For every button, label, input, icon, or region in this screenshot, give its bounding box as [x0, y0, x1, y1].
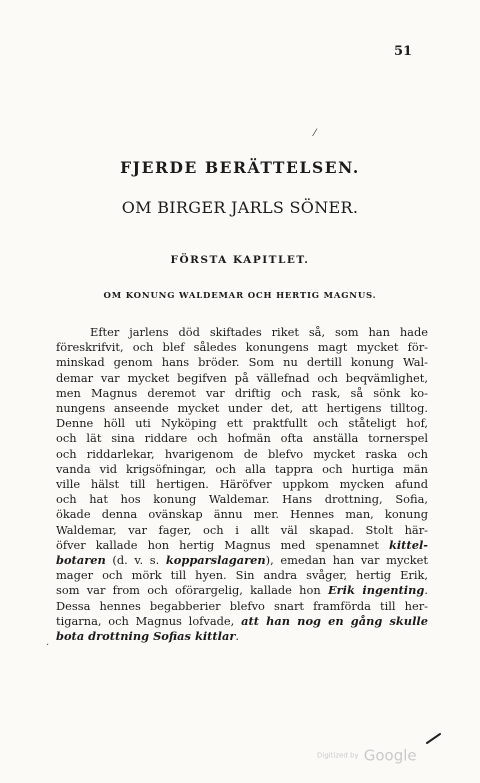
part-title: FJERDE BERÄTTELSEN. [120, 158, 360, 177]
ink-mark: ⁄ [314, 128, 316, 139]
text-line: som var from och oförargelig, kallade hon Erik ingenting. [56, 583, 428, 598]
text-line: mager och mörk till hyen. Sin andra svåger, hertig Erik, [56, 568, 428, 583]
body-text [56, 325, 428, 644]
text-line: Denne höll uti Nyköping ett praktfullt och ståteligt hof, [56, 416, 428, 431]
google-watermark [317, 745, 417, 765]
watermark-prefix: Digitized by [317, 751, 359, 760]
text-line: föreskrifvit, och blef således konungens magt mycket för- [56, 340, 428, 355]
text-line: och riddarlekar, hvarigenom de blefvo mycket raska och [56, 446, 428, 461]
text-line: botaren (d. v. s. kopparslagaren), emedan han var mycket [56, 553, 428, 568]
text-line: Waldemar, var fager, och i allt väl skapad. Stolt här- [56, 522, 428, 537]
text-line: vanda vid krigsöfningar, och alla tappra och hurtiga män [56, 461, 428, 476]
text-line: minskad genom hans bröder. Som nu dertill konung Wal- [56, 355, 428, 370]
text-line: och lät sina riddare och hofmän ofta anställa tornerspel [56, 431, 428, 446]
chapter-title: FÖRSTA KAPITLET. [170, 254, 310, 266]
chapter-subtitle: OM KONUNG WALDEMAR OCH HERTIG MAGNUS. [103, 291, 377, 301]
text-line: bota drottning Sofias kittlar. [56, 629, 240, 644]
text-line: öfver kallade hon hertig Magnus med spenamnet kittel- [56, 537, 428, 552]
watermark-logo: Google [363, 746, 417, 765]
text-line: och hat hos konung Waldemar. Hans drottning, Sofia, [56, 492, 428, 507]
page-number: 51 [394, 44, 413, 59]
text-line: tigarna, och Magnus lofvade, att han nog en gång skulle [56, 613, 428, 628]
text-line: Dessa hennes begabberier blefvo snart framförda till her- [56, 598, 428, 613]
text-line: men Magnus deremot var driftig och rask, så sönk ko- [56, 385, 428, 400]
text-line: Efter jarlens död skiftades riket så, som han hade [90, 325, 428, 339]
text-line: demar var mycket begifven på vällefnad och beqvämlighet, [56, 370, 428, 385]
pen-stroke-icon [426, 732, 442, 744]
text-line: ville hälst till hertigen. Häröfver uppkom mycken afund [56, 477, 428, 492]
text-line: ökade denna ovänskap ännu mer. Hennes man, konung [56, 507, 428, 522]
text-line: nungens anseende mycket under det, att hertigens tilltog. [56, 401, 428, 416]
story-title: OM BIRGER JARLS SÖNER. [121, 198, 359, 217]
ink-dot: · [46, 640, 50, 651]
